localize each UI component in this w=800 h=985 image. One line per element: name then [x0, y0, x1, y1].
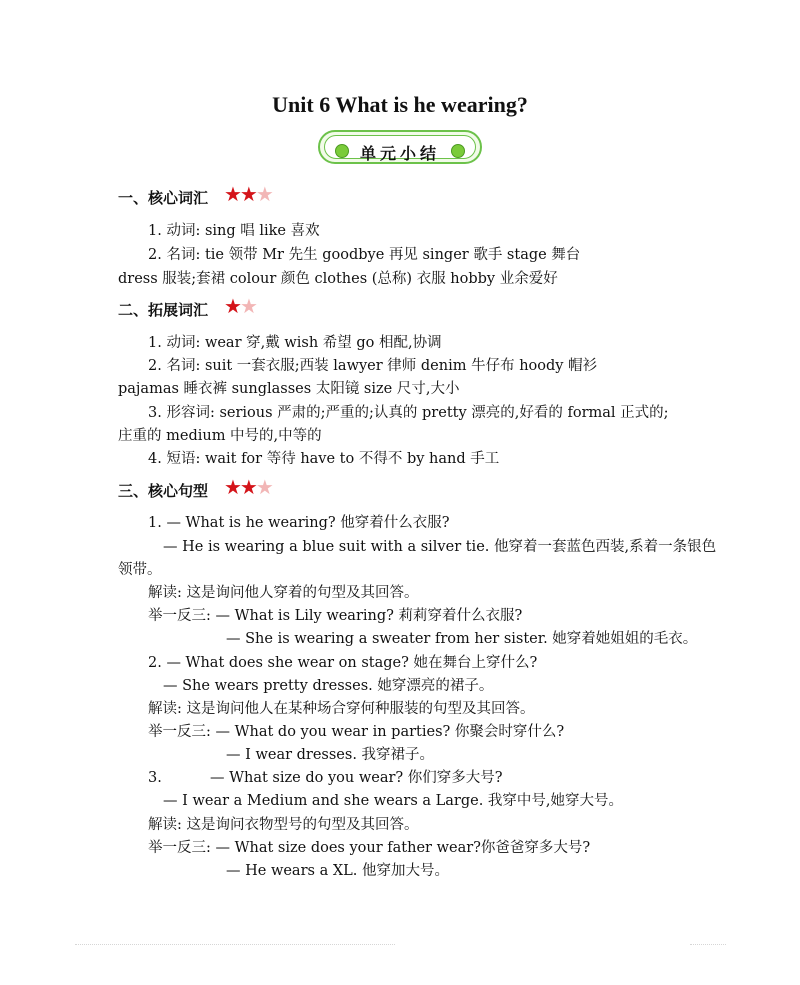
explanation-line: 解读: 这是询问他人在某种场合穿何种服装的句型及其回答。 [148, 701, 535, 717]
example-line: 举一反三: — What size does your father wear?你爸爸穿多大号? [148, 840, 591, 856]
vocab-line: 1. 动词: sing 唱 like 喜欢 [148, 223, 320, 239]
example-line: 举一反三: — What do you wear in parties? 你聚会时穿什么? [148, 724, 565, 740]
section-heading-core-vocab: 一、核心词汇 [118, 189, 209, 207]
vocab-line: 2. 名词: tie 领带 Mr 先生 goodbye 再见 singer 歌手 stage 舞台 [148, 247, 581, 263]
sentence-line: — What size do you wear? 你们穿多大号? [210, 770, 503, 786]
footer-divider [690, 944, 726, 951]
vocab-line: pajamas 睡衣裤 sunglasses 太阳镜 size 尺寸,大小 [118, 381, 460, 397]
vocab-line: dress 服装;套裙 colour 颜色 clothes (总称) 衣服 hobby 业余爱好 [118, 271, 558, 287]
green-dot-icon [451, 144, 465, 158]
star-rating-icon: ★★ [224, 294, 256, 318]
explanation-line: 解读: 这是询问衣物型号的句型及其回答。 [148, 817, 419, 833]
example-line: — She is wearing a sweater from her sister. 她穿着她姐姐的毛衣。 [226, 631, 698, 647]
star-rating-icon: ★★★ [224, 182, 272, 206]
example-line: — I wear dresses. 我穿裙子。 [226, 747, 435, 763]
banner-label: 单元小结 [359, 144, 440, 163]
vocab-line: 1. 动词: wear 穿,戴 wish 希望 go 相配,协调 [148, 335, 442, 351]
sentence-number: 3. [148, 770, 162, 786]
footer-divider [75, 944, 395, 951]
page-title: Unit 6 What is he wearing? [272, 92, 528, 117]
star-rating-icon: ★★★ [224, 475, 272, 499]
example-line: — He wears a XL. 他穿加大号。 [226, 863, 449, 879]
vocab-line: 庄重的 medium 中号的,中等的 [118, 428, 322, 444]
vocab-line: 3. 形容词: serious 严肃的;严重的;认真的 pretty 漂亮的,好看的 formal 正式的; [148, 405, 669, 421]
explanation-line: 解读: 这是询问他人穿着的句型及其回答。 [148, 585, 419, 601]
vocab-line: 4. 短语: wait for 等待 have to 不得不 by hand 手工 [148, 451, 500, 467]
banner-frame [324, 135, 476, 163]
section-heading-sentences: 三、核心句型 [118, 482, 209, 500]
sentence-line: 领带。 [118, 562, 162, 578]
sentence-line: 2. — What does she wear on stage? 她在舞台上穿什么? [148, 655, 538, 671]
sentence-line: — He is wearing a blue suit with a silver tie. 他穿着一套蓝色西装,系着一条银色 [163, 539, 717, 555]
sentence-line: — She wears pretty dresses. 她穿漂亮的裙子。 [163, 678, 494, 694]
sentence-line: 1. — What is he wearing? 他穿着什么衣服? [148, 515, 450, 531]
example-line: 举一反三: — What is Lily wearing? 莉莉穿着什么衣服? [148, 608, 523, 624]
vocab-line: 2. 名词: suit 一套衣服;西装 lawyer 律师 denim 牛仔布 hoody 帽衫 [148, 358, 598, 374]
summary-banner [318, 130, 482, 164]
section-heading-ext-vocab: 二、拓展词汇 [118, 301, 209, 319]
sentence-line: — I wear a Medium and she wears a Large. 我穿中号,她穿大号。 [163, 793, 624, 809]
